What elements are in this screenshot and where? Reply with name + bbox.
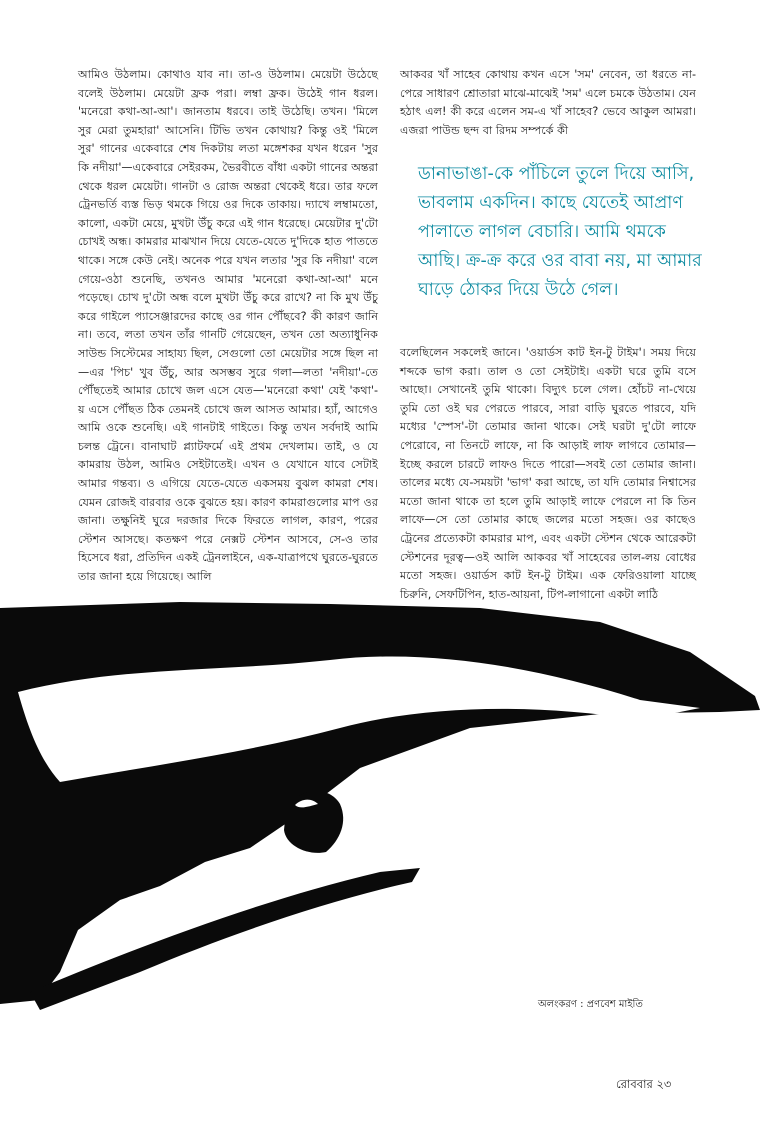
pull-quote: ডানাভাঙা-কে পাঁচিলে তুলে দিয়ে আসি, ভাবলাম একদিন। কাছে যেতেই আপ্রাণ পালাতে লাগল বেচারি। আমি থমকে আছি। ক্র-ক্র করে ওর বাবা নয়, মা আমার ঘাড়ে ঠোকর দিয়ে উঠে গেল। <box>418 164 702 300</box>
illustration <box>0 600 770 1020</box>
illustration-blob <box>284 791 343 853</box>
body-text-left-column: আমিও উঠলাম। কোথাও যাব না। তা-ও উঠলাম। মেয়েটা উঠেছে বলেই উঠলাম। মেয়েটা ফ্রক পরা। লম্বা ফ্রক। উঠেই গান ধরল। 'মনেরো কথা-আ-আ'। জানতাম ধরবে। তাই উঠেছি। তখন। 'মিলে সুর মেরা তুমহারা' আসেনি। টিভি তখন কোথায়? কিন্তু ওই 'মিলে সুর' গানের একেবারে শেষ দিকটায় লতা মঙ্গেশকর যখন ধরেন 'সুর কি নদীয়া'—একেবারে সেইরকম, ভৈরবীতে বাঁধা একটা গানের অন্তরা থেকে ধরল মেয়েটা। গানটা ও রোজ অন্তরা থেকেই ধরে। তার ফলে ট্রেনভর্তি ব্যস্ত ভিড় থমকে গিয়ে ওর দিকে তাকায়। দ্যাখে লম্বামতো, কালো, একটা মেয়ে, মুখটা উঁচু করে এই গান ধরেছে। মেয়েটার দু'টো চোখই অন্ধ। কামরার মাঝখান দিয়ে যেতে-যেতে দু'দিকে হাত পাততে থাকে। সঙ্গে কেউ নেই। অনেক পরে যখন লতার 'সুর কি নদীয়া' বলে গেয়ে-ওঠা শুনেছি, তখনও আমার 'মনেরো কথা-আ-আ' মনে পড়েছে। চোখ দু'টো অন্ধ বলে মুখটা উঁচু করে রাখে? না কি মুখ উঁচু করে গাইলে প্যাসেঞ্জারদের কাছে ওর গান পৌঁছবে? কী কারণ জানি না। তবে, লতা তখন তাঁর গানটি গেয়েছেন, তখন তো অত্যাধুনিক সাউন্ড সিস্টেমের সাহায্য ছিল, সেগুলো তো মেয়েটার সঙ্গে ছিল না—এর 'পিচ' খুব উঁচু, আর অসম্ভব সুরে গলা—লতা 'নদীয়া'-তে পৌঁছতেই আমার চোখে জল এসে যেত—'মনেরো কথা' যেই 'কথা'-য় এসে পৌঁছত ঠিক তেমনই চোখে জল আসত আমার। হ্যাঁ, আগেও আমি ওকে শুনেছি। এই গানটাই গাইতে। কিন্তু তখন সর্বদাই আমি চলন্ত ট্রেনে। বানাঘাট প্ল্যাটফর্মে এই প্রথম দেখলাম। তাই, ও যে কামরায় উঠল, আমিও সেইটাতেই। এখন ও যেখানে যাবে সেটাই আমার গন্তব্য। ও এগিয়ে যেতে-যেতে একসময় বুঝল কামরা শেষ। যেমন রোজই বারবার ওকে বুঝতে হয়। কারণ কামরাগুলোর মাপ ওর জানা। তক্ষুনিই ঘুরে দরজার দিকে ফিরতে লাগল, কারণ, পরের স্টেশন আসছে। কতক্ষণ পরে নেক্সট স্টেশন আসবে, সে-ও তার হিসেবে ধরা, প্রতিদিন একই ট্রেনলাইনে, এক-যাত্রাপথে ঘুরতে-ঘুরতে তার জানা হয়ে গিয়েছে। আলি <box>78 68 378 584</box>
body-text-right-column-bottom: বলেছিলেন সকলেই জানে। 'ওয়ার্ডস কাট ইন-টু টাইম'। সময় দিয়ে শব্দকে ভাগ করা। তাল ও তো সেইটাই। একটা ঘরে তুমি বসে আছো। সেখানেই তুমি থাকো। বিদ্যুৎ চলে গেল। হোঁচট না-খেয়ে তুমি তো ওই ঘর পেরতে পারবে, সারা বাড়ি ঘুরতে পারবে, যদি মধ্যের 'স্পেস'-টা তোমার জানা থাকে। সেই ঘরটা দু'টো লাফে পেরোবে, না তিনটে লাফে, না কি আড়াই লাফ লাগবে তোমার—ইচ্ছে করলে চারটে লাফও দিতে পারো—সবই তো তোমার জানা। তালের মধ্যে যে-সময়টা 'ভাগ' করা আছে, তা যদি তোমার নিশ্বাসের মতো জানা থাকে তা হলে তুমি আড়াই লাফে পেরলে না কি তিন লাফে—সে তো তোমার কাছে জলের মতো সহজ। ওর কাছেও ট্রেনের প্রত্যেকটা কামরার মাপ, এবং একটা স্টেশন থেকে আরেকটা স্টেশনের দূরত্ব—ওই আলি আকবর খাঁ সাহেবের তাল-লয় বোধের মতো সহজ। ওয়ার্ডস কাট ইন-টু টাইম। এক ফেরিওয়ালা যাচ্ছে চিরুনি, সেফটিপিন, হাত-আয়না, টিপ-লাগানো একটা লাঠি <box>400 346 696 601</box>
body-text-right-column-top: আকবর খাঁ সাহেব কোথায় কখন এসে 'সম' নেবেন, তা ধরতে না-পেরে সাধারণ শ্রোতারা মাঝে-মাঝেই 'সম' এলে চমকে উঠতাম। যেন হঠাৎ এল! কী করে এলেন সম-এ খাঁ সাহেব? ভেবে আকুল আমরা। এজরা পাউন্ড ছন্দ বা রিদম সম্পর্কে কী <box>400 68 696 137</box>
illustration-credit: অলংকরণ : প্রণবেশ মাইতি <box>538 999 643 1010</box>
page-folio: রোববার ২৩ <box>616 1077 672 1091</box>
